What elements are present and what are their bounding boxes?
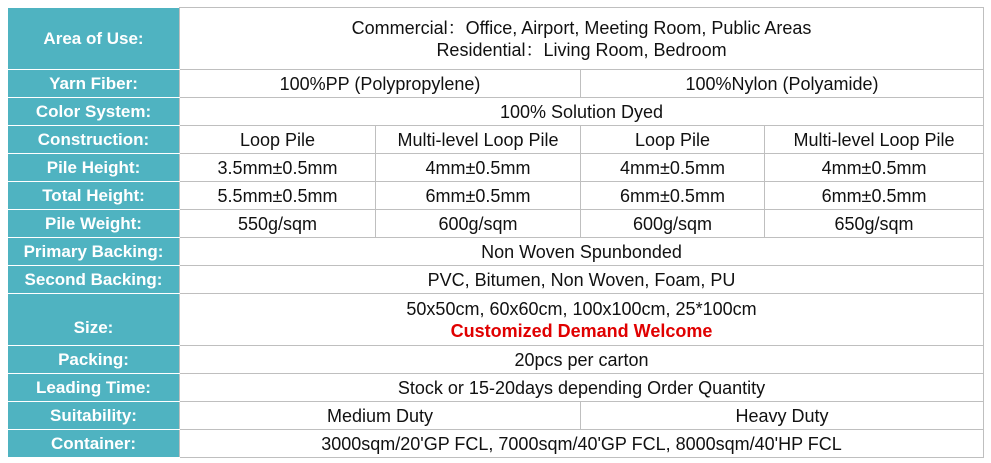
label-total-height: Total Height: (8, 182, 180, 210)
row-second-backing (8, 266, 984, 294)
value-area-of-use (180, 8, 984, 70)
value-suitability-heavy: Heavy Duty (581, 402, 984, 430)
row-color-system (8, 98, 984, 126)
value-color-system: 100% Solution Dyed (180, 98, 984, 126)
value-second-backing: PVC, Bitumen, Non Woven, Foam, PU (180, 266, 984, 294)
label-second-backing: Second Backing: (8, 266, 180, 294)
label-packing: Packing: (8, 346, 180, 374)
row-leading-time (8, 374, 984, 402)
row-construction (8, 126, 984, 154)
area-residential: Residential：Living Room, Bedroom (436, 39, 727, 60)
row-total-height (8, 182, 984, 210)
area-commercial: Commercial：Office, Airport, Meeting Room, Public Areas (351, 17, 812, 38)
value-pile-height: 3.5mm±0.5mm (180, 154, 376, 182)
value-construction: Loop Pile (581, 126, 765, 154)
row-yarn-fiber (8, 70, 984, 98)
label-suitability: Suitability: (8, 402, 180, 430)
value-construction: Multi-level Loop Pile (376, 126, 581, 154)
label-yarn-fiber: Yarn Fiber: (8, 70, 180, 98)
row-pile-weight (8, 210, 984, 238)
value-pile-height: 4mm±0.5mm (376, 154, 581, 182)
value-pile-weight: 550g/sqm (180, 210, 376, 238)
value-container: 3000sqm/20'GP FCL, 7000sqm/40'GP FCL, 8000sqm/40'HP FCL (180, 430, 984, 458)
size-options: 50x50cm, 60x60cm, 100x100cm, 25*100cm (406, 298, 757, 319)
label-pile-weight: Pile Weight: (8, 210, 180, 238)
value-pile-weight: 650g/sqm (765, 210, 984, 238)
row-size (8, 294, 984, 346)
label-leading-time: Leading Time: (8, 374, 180, 402)
customized-demand-note: Customized Demand Welcome (450, 320, 713, 341)
value-construction: Loop Pile (180, 126, 376, 154)
value-primary-backing: Non Woven Spunbonded (180, 238, 984, 266)
value-construction: Multi-level Loop Pile (765, 126, 984, 154)
value-total-height: 6mm±0.5mm (581, 182, 765, 210)
label-construction: Construction: (8, 126, 180, 154)
label-color-system: Color System: (8, 98, 180, 126)
value-pile-weight: 600g/sqm (581, 210, 765, 238)
label-area-of-use: Area of Use: (8, 8, 180, 70)
value-size (180, 294, 984, 346)
row-suitability (8, 402, 984, 430)
value-pile-height: 4mm±0.5mm (765, 154, 984, 182)
value-packing: 20pcs per carton (180, 346, 984, 374)
label-size: Size: (8, 294, 180, 346)
row-packing (8, 346, 984, 374)
value-total-height: 6mm±0.5mm (376, 182, 581, 210)
row-pile-height (8, 154, 984, 182)
label-primary-backing: Primary Backing: (8, 238, 180, 266)
value-total-height: 5.5mm±0.5mm (180, 182, 376, 210)
value-yarn-nylon: 100%Nylon (Polyamide) (581, 70, 984, 98)
value-total-height: 6mm±0.5mm (765, 182, 984, 210)
row-primary-backing (8, 238, 984, 266)
value-leading-time: Stock or 15-20days depending Order Quantity (180, 374, 984, 402)
row-area-of-use (8, 8, 984, 70)
row-container (8, 430, 984, 458)
label-pile-height: Pile Height: (8, 154, 180, 182)
label-container: Container: (8, 430, 180, 458)
value-suitability-medium: Medium Duty (180, 402, 581, 430)
value-pile-weight: 600g/sqm (376, 210, 581, 238)
value-pile-height: 4mm±0.5mm (581, 154, 765, 182)
value-yarn-pp: 100%PP (Polypropylene) (180, 70, 581, 98)
spec-table (7, 7, 984, 458)
